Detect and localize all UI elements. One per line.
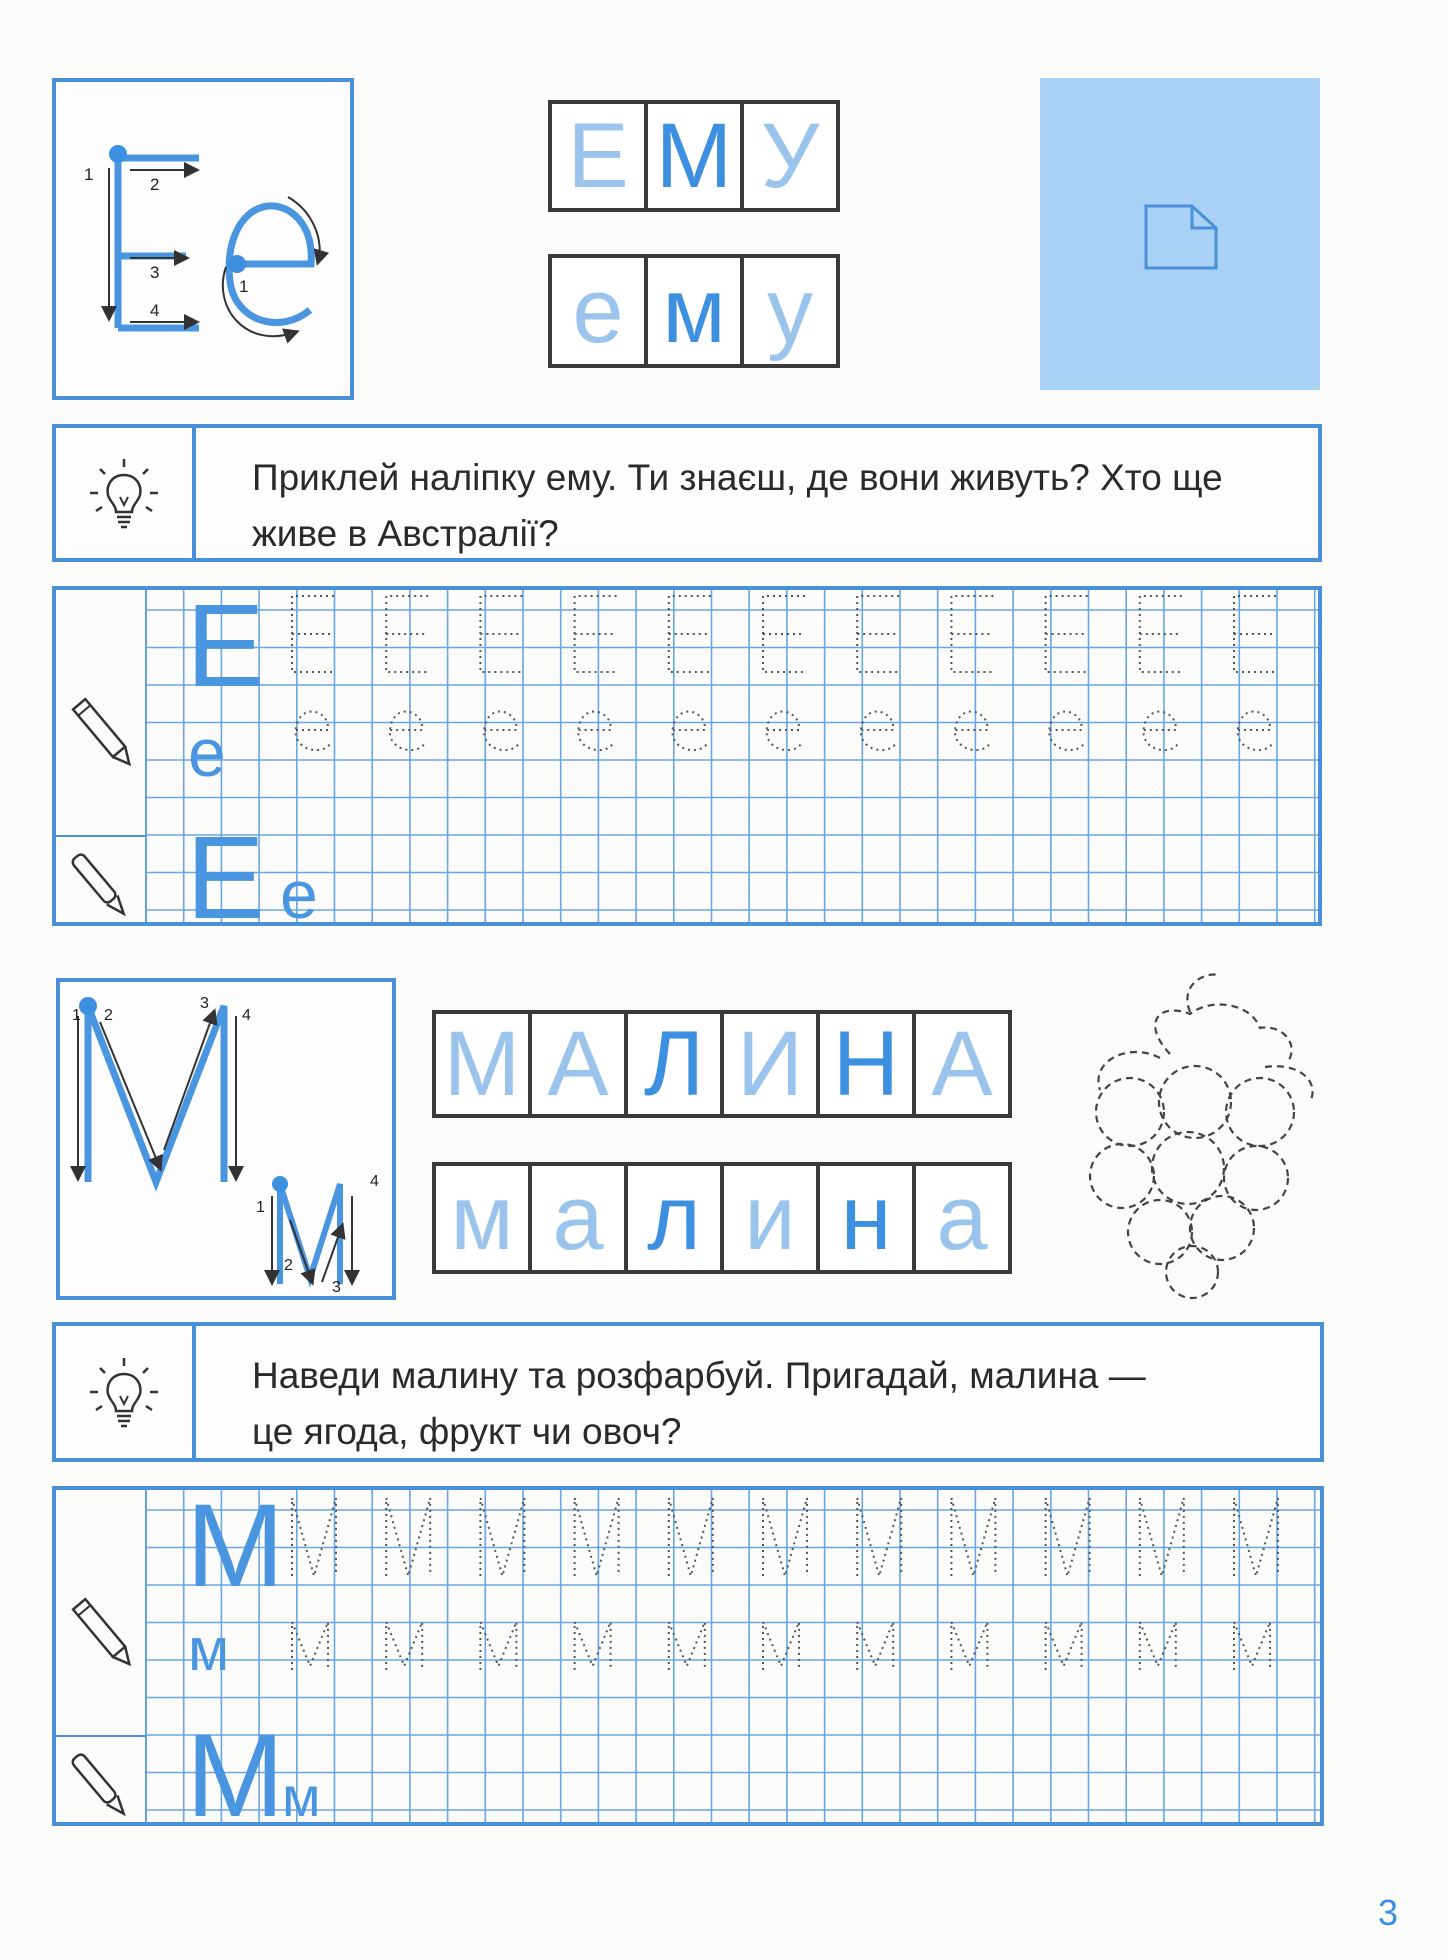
stroke-number: 3: [332, 1279, 341, 1296]
practice-letter-lower: м: [188, 1616, 230, 1683]
tip-text-line: Приклей наліпку ему. Ти знаєш, де вони живуть? Хто ще: [252, 457, 1223, 498]
tracing-guide: [390, 712, 424, 751]
tip-box-emu: [52, 424, 1322, 562]
writing-grid: [56, 590, 1318, 922]
tracing-guide: [1140, 596, 1182, 672]
lightbulb-icon: [86, 1354, 162, 1430]
stroke-number: 1: [239, 277, 249, 296]
tip-text-line: живе в Австралії?: [252, 513, 559, 554]
stroke-number: 2: [150, 175, 160, 194]
writing-grid: [56, 1490, 1320, 1822]
practice-grid-e[interactable]: [52, 586, 1322, 926]
letter-cell: у: [740, 254, 840, 368]
pencil-icon: [73, 1599, 135, 1669]
word-upper-malyna: [432, 1010, 1012, 1118]
letter-m-stroke-box: [56, 978, 396, 1300]
pen-icon: [71, 1753, 129, 1819]
tracing-guide: [951, 596, 993, 672]
practice-pair-lower: е: [280, 857, 318, 922]
letter-m-stroke-diagram: [60, 982, 392, 1296]
tracing-guide: [1140, 1622, 1176, 1670]
tracing-guide: [763, 1622, 799, 1670]
tip-icon-cell: [56, 428, 196, 558]
practice-pair-lower: м: [282, 1765, 321, 1822]
letter-cell: Л: [624, 1010, 724, 1118]
tracing-guide: [951, 1622, 987, 1670]
tracing-guide: [861, 712, 895, 751]
tip-text: [196, 1326, 1320, 1458]
tip-icon-cell: [56, 1326, 196, 1458]
practice-grid-m[interactable]: [52, 1486, 1324, 1826]
letter-e-stroke-box: [52, 78, 354, 400]
letter-cell: У: [740, 100, 840, 212]
tracing-guide: [296, 712, 330, 751]
tracing-guide: [1049, 712, 1083, 751]
letter-cell: м: [432, 1162, 532, 1274]
stroke-number: 3: [200, 995, 209, 1012]
tracing-guide: [480, 596, 522, 672]
letter-cell: М: [432, 1010, 532, 1118]
letter-cell: м: [644, 254, 744, 368]
tracing-guide: [578, 712, 612, 751]
practice-letter-upper: М: [186, 1490, 285, 1612]
tracing-guide: [767, 712, 801, 751]
stroke-number: 1: [84, 165, 94, 184]
letter-cell: а: [912, 1162, 1012, 1274]
tracing-guide: [1046, 596, 1088, 672]
letter-cell: е: [548, 254, 648, 368]
stroke-number: 1: [256, 1199, 265, 1216]
letter-cell: М: [644, 100, 744, 212]
tracing-guide: [575, 1622, 611, 1670]
lightbulb-icon: [86, 455, 162, 531]
stroke-number: 1: [72, 1007, 81, 1024]
word-upper-emu: [548, 100, 840, 212]
letter-cell: Е: [548, 100, 648, 212]
raspberry-outline[interactable]: [1060, 962, 1330, 1304]
tip-box-malyna: [52, 1322, 1324, 1462]
stroke-number: 2: [284, 1257, 293, 1274]
stroke-number: 2: [104, 1007, 113, 1024]
tracing-guide: [672, 712, 706, 751]
letter-cell: И: [720, 1010, 820, 1118]
practice-pair-upper: М: [186, 1710, 285, 1822]
pencil-icon: [73, 699, 135, 769]
word-lower-malyna: [432, 1162, 1012, 1274]
tracing-guide: [669, 596, 711, 672]
letter-e-stroke-diagram: [56, 82, 350, 396]
tip-text: [196, 428, 1318, 558]
pen-icon: [71, 853, 129, 919]
letter-cell: л: [624, 1162, 724, 1274]
tracing-guide: [484, 712, 518, 751]
tip-text-line: це ягода, фрукт чи овоч?: [252, 1411, 682, 1452]
letter-cell: Н: [816, 1010, 916, 1118]
page-number: 3: [1377, 1892, 1398, 1933]
tracing-guide: [575, 596, 617, 672]
tracing-guide: [1234, 596, 1276, 672]
tracing-guide: [1238, 712, 1272, 751]
tracing-guide: [857, 596, 899, 672]
practice-pair-upper: Е: [186, 812, 265, 922]
letter-cell: и: [720, 1162, 820, 1274]
tracing-guide: [1143, 712, 1177, 751]
tracing-guide: [955, 712, 989, 751]
letter-cell: А: [912, 1010, 1012, 1118]
sticker-icon: [1142, 202, 1220, 272]
tip-text-line: Наведи малину та розфарбуй. Пригадай, малина —: [252, 1355, 1146, 1396]
letter-cell: н: [816, 1162, 916, 1274]
practice-letter-upper: Е: [186, 590, 265, 712]
stroke-number: 4: [242, 1007, 251, 1024]
sticker-placeholder[interactable]: [1040, 78, 1320, 390]
letter-cell: А: [528, 1010, 628, 1118]
tracing-guide: [386, 596, 428, 672]
practice-letter-lower: е: [188, 715, 226, 791]
stroke-number: 4: [370, 1173, 379, 1190]
letter-cell: а: [528, 1162, 628, 1274]
stroke-number: 4: [150, 301, 160, 320]
tracing-guide: [292, 596, 334, 672]
word-lower-emu: [548, 254, 840, 368]
tracing-guide: [763, 596, 805, 672]
stroke-number: 3: [150, 263, 160, 282]
tracing-guide: [386, 1622, 422, 1670]
